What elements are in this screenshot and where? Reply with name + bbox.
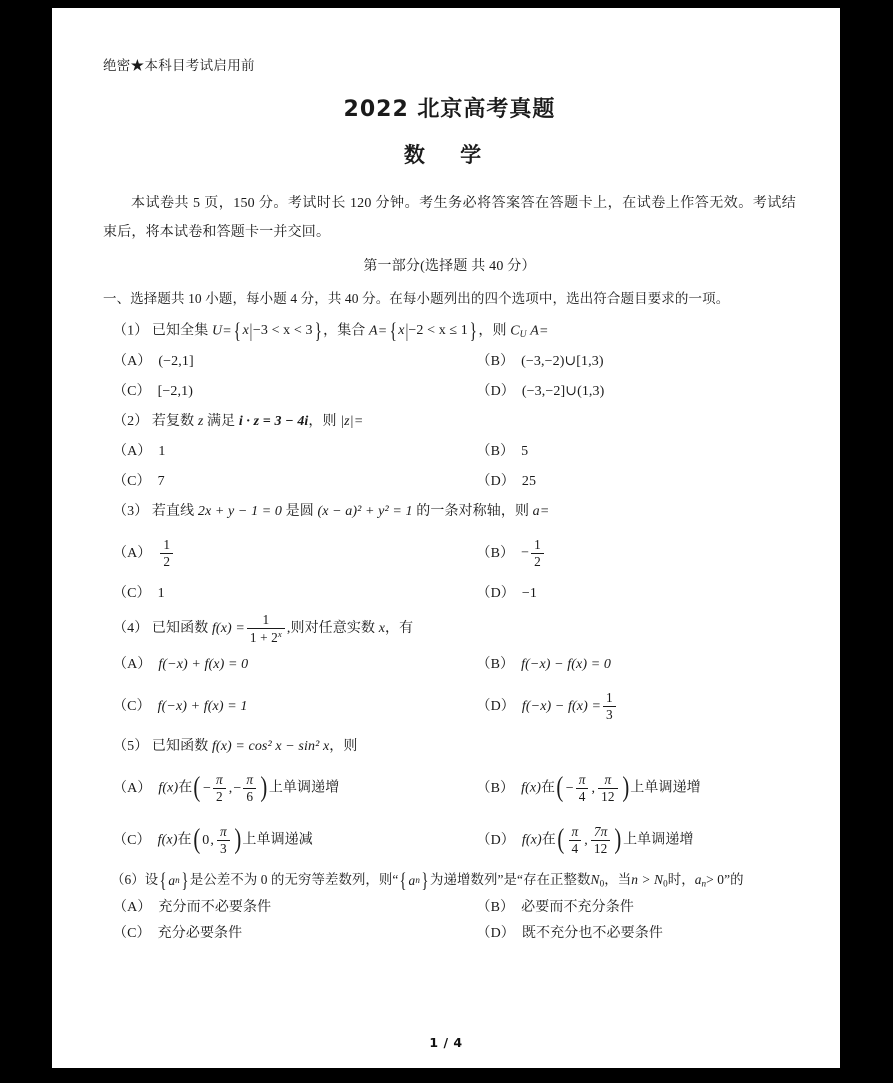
option-5-d[interactable] <box>455 814 797 866</box>
q1-set-a-body: x <box>398 323 405 339</box>
option-5-c-body <box>158 825 313 856</box>
option-5-d-body <box>522 825 694 856</box>
q2-stem-c: ，则 <box>308 413 337 429</box>
option-3-a-den: 2 <box>160 553 173 569</box>
option-5-d-i1-num: π <box>571 823 579 839</box>
option-5-d-i2-num: 7π <box>593 823 608 839</box>
question-4 <box>103 609 796 732</box>
option-3-c-label: （C） <box>113 586 151 602</box>
q1-stem-prefix: 已知全集 <box>151 323 209 339</box>
q6-number: （6） <box>111 872 145 888</box>
option-4-d-label: （D） <box>476 698 515 714</box>
question-4-stem <box>103 609 796 650</box>
q6-seq-1: { a n } <box>158 867 190 896</box>
option-5-c-zai: 在 <box>177 832 192 848</box>
q6-stem-e: 时， <box>667 872 695 888</box>
q4-function: f(x) = <box>211 621 245 637</box>
option-2-c-text: 7 <box>157 474 165 490</box>
option-2-c[interactable] <box>113 467 455 497</box>
q6-an-sub: n <box>701 878 707 889</box>
q5-stem-b: ，则 <box>329 739 358 755</box>
option-3-b-label: （B） <box>476 545 515 561</box>
option-5-b-i1-num: π <box>578 771 586 787</box>
option-5-b-body <box>521 773 701 804</box>
q2-modulus: |z| <box>340 413 354 429</box>
option-5-a-i2-den: 6 <box>243 788 256 804</box>
question-5 <box>103 732 796 866</box>
option-4-d-text: f(−x) − f(x) = <box>521 698 602 714</box>
option-6-c-label: （C） <box>113 926 151 942</box>
q3-circle-equation: (x − a)² + y² = 1 <box>317 504 413 520</box>
option-3-a-value <box>158 538 175 569</box>
option-4-d[interactable] <box>455 680 797 732</box>
q6-seq2-sub: n <box>415 875 420 886</box>
option-1-c-text: [−2,1) <box>157 383 193 399</box>
q1-set-a-cond: −2 < x ≤ 1 <box>408 323 468 339</box>
option-2-b[interactable] <box>455 437 797 467</box>
q4-frac-den-exp: x <box>277 629 282 640</box>
q2-equation: i · z = 3 − 4i <box>238 413 309 429</box>
q4-frac-den <box>247 628 285 645</box>
question-3-options <box>103 527 796 609</box>
option-4-c[interactable] <box>113 680 455 732</box>
q1-set-u-body: x <box>242 323 249 339</box>
q1-number: （1） <box>113 323 149 339</box>
q6-condition-sub: 0 <box>663 878 668 889</box>
option-4-b[interactable] <box>455 650 797 680</box>
option-5-c-i1: 0 <box>202 832 210 848</box>
q1-stem-suffix: ，则 <box>478 323 507 339</box>
page-title: 2022 北京高考真题 <box>343 97 556 123</box>
q2-stem-d: = <box>354 413 363 429</box>
option-5-b-interval: ( − $\frac{\pi}{4}$ , $\frac{\pi}{12}$ ) <box>556 771 629 804</box>
q2-stem-b: 满足 <box>207 413 236 429</box>
option-6-c-text: 充分必要条件 <box>157 926 243 942</box>
secrecy-notice: 绝密★本科目考试启用前 <box>103 58 255 73</box>
q1-set-u: { x | −3 < x < 3 } <box>232 316 323 346</box>
option-3-b-num: 1 <box>534 536 541 552</box>
option-6-b[interactable] <box>455 895 797 921</box>
option-3-c[interactable] <box>113 579 455 609</box>
option-2-b-text: 5 <box>521 443 529 459</box>
option-6-d-label: （D） <box>476 926 515 942</box>
exam-page-sheet <box>52 8 840 1068</box>
page-inner <box>52 8 840 1068</box>
option-4-d-fraction <box>603 691 616 722</box>
option-3-a[interactable] <box>113 527 455 579</box>
question-3 <box>103 497 796 609</box>
option-5-a-i1-sign: − <box>203 780 212 796</box>
q4-stem-c: ，有 <box>385 621 414 637</box>
q3-stem-b: 是圆 <box>285 504 314 520</box>
exam-instructions: 本试卷共 5 页，150 分。考试时长 120 分钟。考生务必将答案答在答题卡上，在试卷上作答无效。考试结束后，将本试卷和答题卡一并交回。 <box>103 195 796 240</box>
page-number-footer: 1 / 4 <box>429 1035 463 1050</box>
option-5-b-i1-den: 4 <box>576 788 589 804</box>
option-5-a[interactable] <box>113 762 455 814</box>
option-5-b-zai: 在 <box>540 780 556 796</box>
option-2-a-text: 1 <box>158 443 166 459</box>
option-6-c[interactable] <box>113 921 455 947</box>
option-2-a[interactable] <box>113 437 455 467</box>
q1-stem-mid: ，集合 <box>323 323 366 339</box>
subject-title: 数 学 <box>403 142 496 167</box>
question-6-options <box>103 895 796 947</box>
option-5-d-zai: 在 <box>541 832 556 848</box>
q4-number: （4） <box>113 621 149 637</box>
option-5-a-fx: f(x) <box>158 780 179 796</box>
option-5-a-interval: ( − $\frac{\pi}{2}$ , − $\frac{\pi}{6}$ ) <box>193 771 268 804</box>
option-6-a-text: 充分而不必要条件 <box>158 900 272 916</box>
option-1-a-label: （A） <box>113 353 152 369</box>
q6-stem-a: 设 <box>144 872 159 888</box>
question-4-options <box>103 650 796 732</box>
option-5-c-i2-den: 3 <box>217 840 230 856</box>
option-5-b-i2-den: 12 <box>598 788 618 804</box>
section-heading: 第一部分(选择题 共 40 分） <box>363 259 536 275</box>
option-1-a[interactable] <box>113 347 455 377</box>
option-5-a-i2-num: π <box>246 771 254 787</box>
question-1-options <box>103 347 796 407</box>
question-3-stem <box>103 497 796 527</box>
q1-set-a: { x | −2 < x ≤ 1 } <box>388 316 479 346</box>
option-5-a-zai: 在 <box>178 780 193 796</box>
option-5-a-label: （A） <box>113 780 152 796</box>
q4-frac-den-base: 1 + 2 <box>249 630 278 646</box>
q6-n0-sub: 0 <box>599 878 605 889</box>
option-5-a-i1-den: 2 <box>213 788 226 804</box>
q6-stem-c: 为递增数列”是“存在正整数 <box>430 872 591 888</box>
q4-var: x <box>378 621 386 637</box>
q1-set-u-cond: −3 < x < 3 <box>252 323 313 339</box>
question-2-stem <box>103 407 796 437</box>
option-5-c-fx: f(x) <box>157 832 178 848</box>
option-5-c[interactable] <box>113 814 455 866</box>
option-5-d-interval: ( $\frac{\pi}{4}$ , $\frac{7\pi}{12}$ ) <box>557 823 622 856</box>
option-2-d-text: 25 <box>521 474 537 490</box>
option-4-a-label: （A） <box>113 656 152 672</box>
option-3-b-fraction <box>531 538 544 569</box>
option-5-b-i1-sign: − <box>565 780 574 796</box>
q6-seq-2: { a n } <box>398 867 430 896</box>
option-2-d[interactable] <box>455 467 797 497</box>
option-5-a-body <box>158 773 339 804</box>
question-1 <box>103 316 796 407</box>
q4-frac-num: 1 <box>262 612 270 628</box>
option-1-a-text: (−2,1] <box>158 353 194 369</box>
page-content <box>52 8 840 947</box>
option-4-b-label: （B） <box>476 656 515 672</box>
option-5-c-tail: 上单调递减 <box>242 832 313 848</box>
option-4-c-label: （C） <box>113 698 151 714</box>
option-3-c-text: 1 <box>157 586 165 602</box>
q3-var: a <box>532 504 540 520</box>
q1-complement-sub: U <box>519 330 527 341</box>
option-3-d-text: −1 <box>521 586 538 602</box>
q2-stem-a: 若复数 <box>151 413 195 429</box>
option-4-d-num: 1 <box>606 689 613 705</box>
q4-fraction <box>247 613 285 645</box>
option-3-b-sign: − <box>521 545 530 561</box>
question-2 <box>103 407 796 497</box>
option-4-a-text: f(−x) + f(x) = 0 <box>158 656 249 672</box>
option-4-d-den: 3 <box>603 706 616 722</box>
part-one-intro: 一、选择题共 10 小题，每小题 4 分，共 40 分。在每小题列出的四个选项中，选出符合题目要求的一项。 <box>103 291 730 307</box>
option-2-b-label: （B） <box>476 443 515 459</box>
question-2-options <box>103 437 796 497</box>
option-4-c-text: f(−x) + f(x) = 1 <box>157 698 248 714</box>
q6-seq1-sub: n <box>175 875 180 886</box>
option-5-b[interactable] <box>455 762 797 814</box>
option-1-b-label: （B） <box>476 353 515 369</box>
option-1-c[interactable] <box>113 377 455 407</box>
q5-function: f(x) = cos² x − sin² x <box>211 739 330 755</box>
option-3-a-num: 1 <box>163 536 171 552</box>
option-5-b-i2-num: π <box>604 771 612 787</box>
option-6-b-text: 必要而不充分条件 <box>521 900 634 916</box>
option-3-a-fraction <box>160 538 173 569</box>
q1-complement-arg: A <box>530 323 539 339</box>
option-2-c-label: （C） <box>113 474 151 490</box>
q3-stem-c: 的一条对称轴，则 <box>416 504 530 520</box>
option-5-d-i2-den: 12 <box>591 840 611 856</box>
q1-complement: C <box>510 323 520 339</box>
option-3-b[interactable] <box>455 527 797 579</box>
option-5-c-i2-num: π <box>219 823 227 839</box>
q5-number: （5） <box>113 739 149 755</box>
option-5-d-fx: f(x) <box>521 832 542 848</box>
option-2-a-label: （A） <box>113 443 152 459</box>
option-5-d-label: （D） <box>476 832 515 848</box>
option-5-d-i1-den: 4 <box>569 840 582 856</box>
q3-number: （3） <box>113 504 149 520</box>
q6-condition: n > N <box>631 872 664 888</box>
q4-stem-b: ,则对任意实数 <box>286 621 376 637</box>
q6-seq2-var: a <box>408 872 416 888</box>
option-5-d-tail: 上单调递增 <box>623 832 694 848</box>
option-4-b-text: f(−x) − f(x) = 0 <box>521 656 611 672</box>
q2-var: z <box>197 413 204 429</box>
option-1-b[interactable] <box>455 347 797 377</box>
option-6-b-label: （B） <box>476 900 515 916</box>
option-3-b-den: 2 <box>531 553 544 569</box>
option-5-c-interval: ( 0 , $\frac{\pi}{3}$ ) <box>192 823 242 856</box>
option-5-b-fx: f(x) <box>521 780 541 796</box>
question-5-stem <box>103 732 796 762</box>
option-1-d-label: （D） <box>476 383 515 399</box>
q6-stem-b: 是公差不为 0 的无穷等差数列，则“ <box>189 872 399 888</box>
option-5-a-tail: 上单调递增 <box>268 780 340 796</box>
option-1-d[interactable] <box>455 377 797 407</box>
q6-stem-f: > 0”的 <box>706 872 744 888</box>
option-5-a-i1-num: π <box>216 771 223 787</box>
option-6-d-text: 既不充分也不必要条件 <box>521 926 663 942</box>
option-3-d[interactable] <box>455 579 797 609</box>
option-1-d-text: (−3,−2]∪(1,3) <box>521 383 605 399</box>
q3-stem-a: 若直线 <box>151 504 195 520</box>
question-6-stem <box>103 866 796 895</box>
q6-stem-d: ，当 <box>604 872 632 888</box>
option-3-d-label: （D） <box>476 586 515 602</box>
option-6-d[interactable] <box>455 921 797 947</box>
option-3-a-label: （A） <box>113 545 152 561</box>
q4-stem-a: 已知函数 <box>151 621 209 637</box>
q6-n0: N <box>590 872 600 888</box>
option-5-b-label: （B） <box>476 780 515 796</box>
question-5-options <box>103 762 796 866</box>
question-6 <box>103 866 796 947</box>
q2-number: （2） <box>113 413 149 429</box>
option-6-a[interactable] <box>113 895 455 921</box>
option-5-a-i2-sign: − <box>233 780 242 796</box>
option-5-c-label: （C） <box>113 832 151 848</box>
q6-seq1-var: a <box>168 872 176 888</box>
q5-stem-a: 已知函数 <box>151 739 209 755</box>
q1-set-a-var: A <box>369 323 378 339</box>
option-5-b-tail: 上单调递增 <box>630 780 701 796</box>
option-6-a-label: （A） <box>113 900 152 916</box>
q1-set-u-var: U <box>211 323 223 339</box>
option-4-a[interactable] <box>113 650 455 680</box>
option-2-d-label: （D） <box>476 474 515 490</box>
option-3-b-value <box>521 538 546 569</box>
q3-line-equation: 2x + y − 1 = 0 <box>197 504 283 520</box>
question-1-stem: （1） 已知全集 U= { x | −3 < x < 3 } ，集合 A= { x | −2 < x ≤ 1 } ，则 $C_U$ A= <box>103 316 796 346</box>
q6-an: a <box>694 872 702 888</box>
option-1-b-text: (−3,−2)∪[1,3) <box>521 353 604 369</box>
q3-stem-d: = <box>540 504 549 520</box>
option-1-c-label: （C） <box>113 383 151 399</box>
